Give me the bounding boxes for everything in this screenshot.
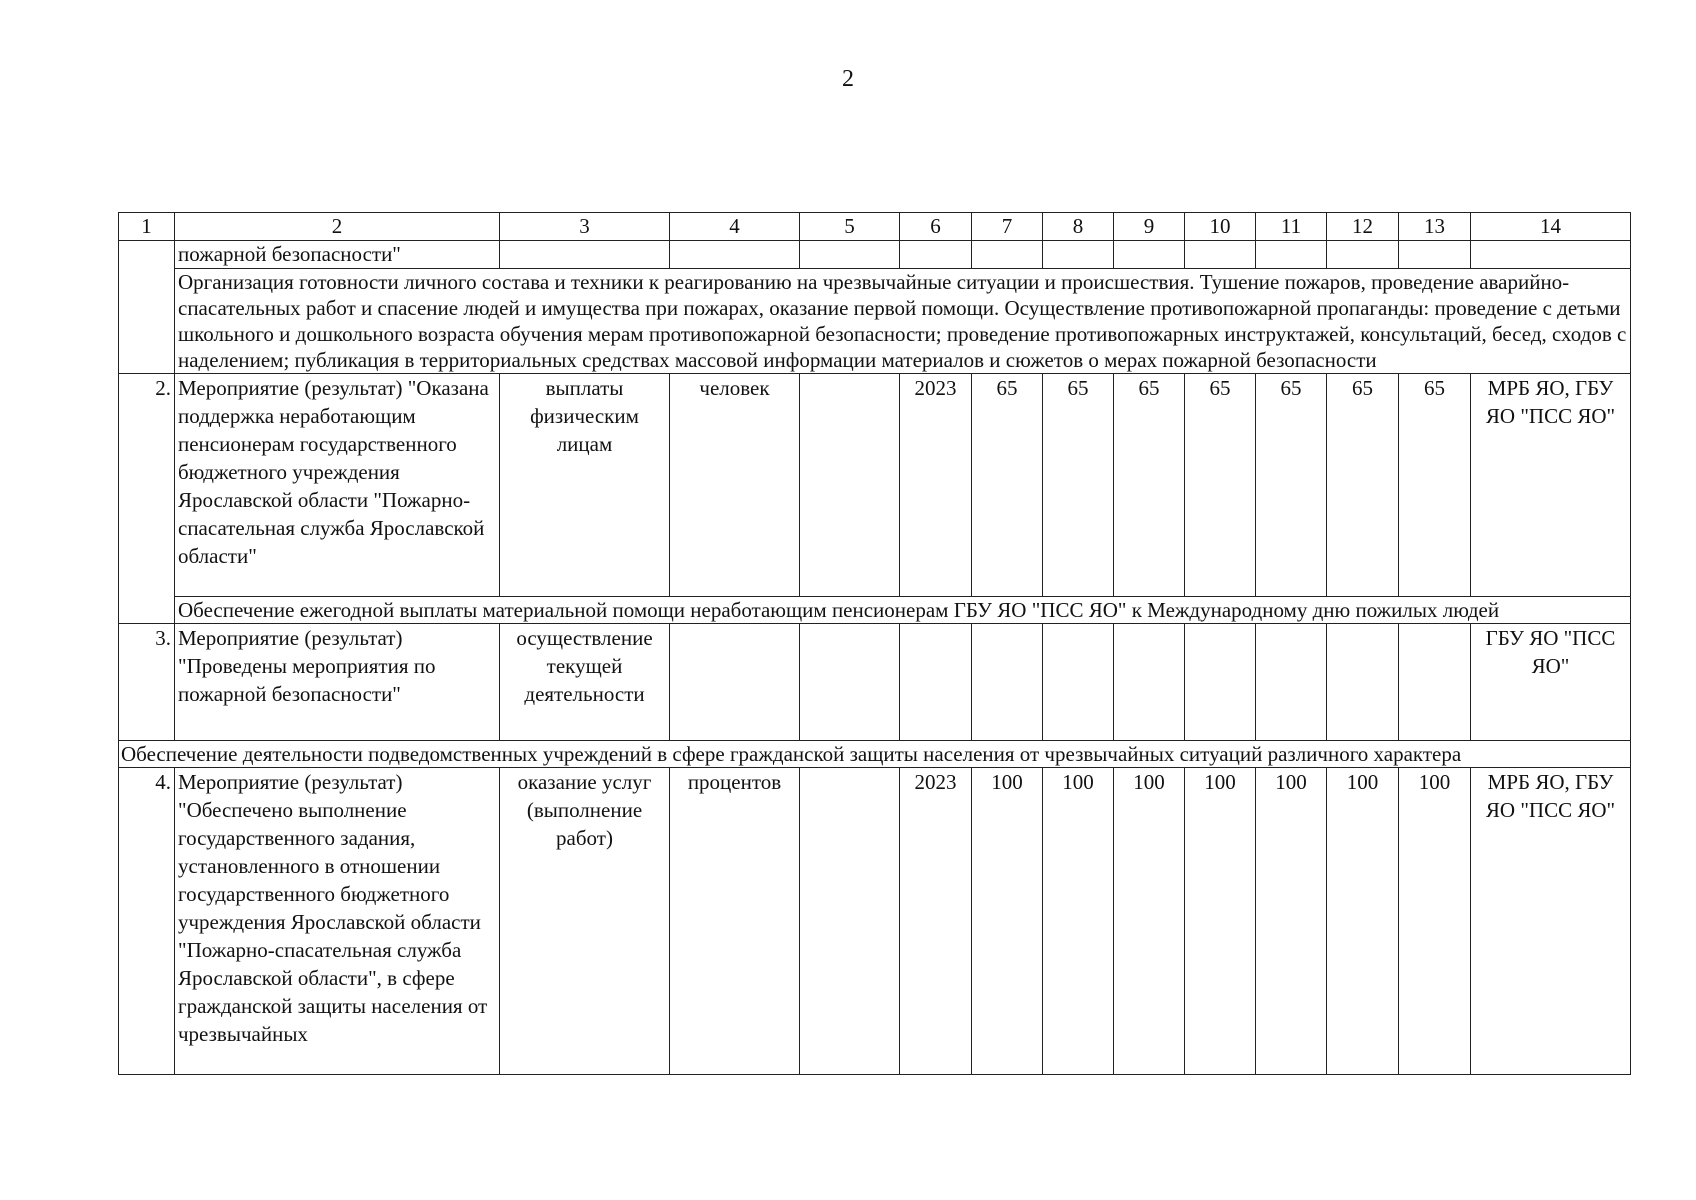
column-number: 9: [1114, 213, 1185, 241]
column-number: 6: [900, 213, 972, 241]
column-number: 2: [175, 213, 500, 241]
row-number-cell: [119, 241, 175, 374]
base-year-cell: 2023: [900, 374, 972, 597]
result-type-cell: выплаты физическим лицам: [500, 374, 670, 597]
table-row: [119, 768, 1631, 1075]
column-number: 1: [119, 213, 175, 241]
value-cell: 65: [1399, 374, 1471, 597]
value-cell: 65: [972, 374, 1043, 597]
table-row: [119, 241, 1631, 269]
column-number: 14: [1471, 213, 1631, 241]
column-number: 7: [972, 213, 1043, 241]
responsible-cell: МРБ ЯО, ГБУ ЯО "ПСС ЯО": [1471, 374, 1631, 597]
column-number: 3: [500, 213, 670, 241]
value-cell: 100: [972, 768, 1043, 1075]
value-cell: 100: [1399, 768, 1471, 1075]
column-number: 10: [1185, 213, 1256, 241]
result-type-cell: оказание услуг (выполнение работ): [500, 768, 670, 1075]
measure-description: Организация готовности личного состава и техники к реагированию на чрезвычайные ситуации и происшествия. Тушение пожаров, проведение аварийно-спасательных работ и спасение людей и имущества при пожарах, оказание первой помощи. Осуществление противопожарной пропаганды: проведение с детьми школьного и дошкольного возраста обучения мерам противопожарной безопасности; проведение противопожарных инструктажей, консультаций, бесед, сходов с наделением; публикация в территориальных средствах массовой информации материалов и сюжетов о мерах пожарной безопасности: [175, 269, 1631, 374]
row-number: 3.: [119, 624, 175, 741]
column-number: 11: [1256, 213, 1327, 241]
unit-cell: процентов: [670, 768, 800, 1075]
value-cell: 100: [1185, 768, 1256, 1075]
unit-cell: человек: [670, 374, 800, 597]
value-cell: 100: [1256, 768, 1327, 1075]
value-cell: 65: [1114, 374, 1185, 597]
column-number: 12: [1327, 213, 1399, 241]
section-heading-row: [119, 741, 1631, 768]
value-cell: 100: [1043, 768, 1114, 1075]
table-row: [119, 374, 1631, 597]
measure-name-cell: пожарной безопасности": [175, 241, 500, 269]
value-cell: 65: [1185, 374, 1256, 597]
value-cell: 65: [1043, 374, 1114, 597]
base-year-cell: 2023: [900, 768, 972, 1075]
measure-name-cell: Мероприятие (результат) "Обеспечено выполнение государственного задания, установленного в отношении государственного бюджетного учреждения Ярославской области "Пожарно-спасательная служба Ярославской области", в сфере гражданской защиты населения от чрезвычайных: [175, 768, 500, 1075]
responsible-cell: МРБ ЯО, ГБУ ЯО "ПСС ЯО": [1471, 768, 1631, 1075]
value-cell: 65: [1327, 374, 1399, 597]
column-numbers-row: [119, 213, 1631, 241]
column-number: 4: [670, 213, 800, 241]
value-cell: 100: [1327, 768, 1399, 1075]
value-cell: 65: [1256, 374, 1327, 597]
base-value-cell: [800, 768, 900, 1075]
base-value-cell: [800, 374, 900, 597]
measure-name-cell: Мероприятие (результат) "Оказана поддержка неработающим пенсионерам государственного бюджетного учреждения Ярославской области "Пожарно-спасательная служба Ярославской области": [175, 374, 500, 597]
measure-name-cell: Мероприятие (результат) "Проведены мероприятия по пожарной безопасности": [175, 624, 500, 741]
section-heading: Обеспечение деятельности подведомственных учреждений в сфере гражданской защиты населения от чрезвычайных ситуаций различного характера: [119, 741, 1631, 768]
description-row: [119, 597, 1631, 624]
column-number: 8: [1043, 213, 1114, 241]
responsible-cell: ГБУ ЯО "ПСС ЯО": [1471, 624, 1631, 741]
result-type-cell: осуществление текущей деятельности: [500, 624, 670, 741]
table-row: [119, 624, 1631, 741]
measure-description: Обеспечение ежегодной выплаты материальной помощи неработающим пенсионерам ГБУ ЯО "ПСС ЯО" к Международному дню пожилых людей: [175, 597, 1631, 624]
value-cell: 100: [1114, 768, 1185, 1075]
measures-table: [118, 212, 1631, 1075]
description-row: [119, 269, 1631, 374]
row-number: 2.: [119, 374, 175, 624]
row-number: 4.: [119, 768, 175, 1075]
column-number: 5: [800, 213, 900, 241]
column-number: 13: [1399, 213, 1471, 241]
page-number: 2: [842, 66, 854, 92]
